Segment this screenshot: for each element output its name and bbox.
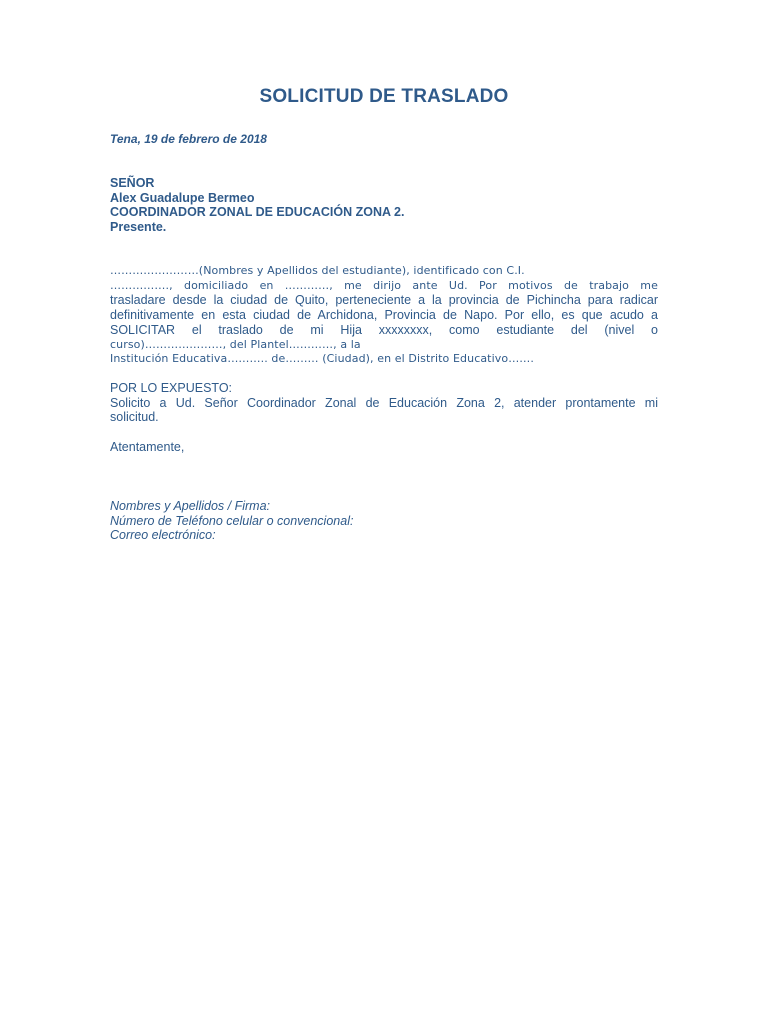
body-line-2: ……………., domiciliado en …………, me dirijo ante Ud. Por motivos de trabajo me bbox=[110, 278, 658, 292]
recipient-presente: Presente. bbox=[110, 219, 167, 234]
body-paragraph bbox=[110, 264, 658, 367]
body-line-6: curso)…………………, del Plantel…………, a la bbox=[110, 337, 361, 351]
signature-email: Correo electrónico: bbox=[110, 528, 216, 542]
body-line-7: Institución Educativa……….. de……… (Ciudad), en el Distrito Educativo……. bbox=[110, 352, 534, 366]
recipient-salutation: SEÑOR bbox=[110, 176, 155, 190]
date-line: Tena, 19 de febrero de 2018 bbox=[110, 132, 267, 146]
body-line-5: SOLICITAR el traslado de mi Hija xxxxxxxx, como estudiante del (nivel o bbox=[110, 322, 658, 337]
expuesto-heading: POR LO EXPUESTO: bbox=[110, 381, 233, 395]
expuesto-line-2: solicitud. bbox=[110, 410, 159, 425]
recipient-block bbox=[110, 176, 404, 234]
body-line-3: trasladare desde la ciudad de Quito, perteneciente a la provincia de Pichincha para radicar bbox=[110, 293, 658, 308]
expuesto-line-1: Solicito a Ud. Señor Coordinador Zonal de Educación Zona 2, atender prontamente mi bbox=[110, 395, 658, 410]
recipient-position: COORDINADOR ZONAL DE EDUCACIÓN ZONA 2. bbox=[110, 205, 405, 219]
signature-phone: Número de Teléfono celular o convencional: bbox=[110, 513, 354, 528]
body-line-4: definitivamente en esta ciudad de Archidona, Provincia de Napo. Por ello, es que acudo a bbox=[110, 308, 658, 323]
recipient-name: Alex Guadalupe Bermeo bbox=[110, 190, 255, 205]
closing-text: Atentamente, bbox=[110, 440, 185, 454]
expuesto-section bbox=[110, 381, 658, 425]
signature-names: Nombres y Apellidos / Firma: bbox=[110, 499, 270, 513]
body-line-1: ……………………(Nombres y Apellidos del estudiante), identificado con C.I. bbox=[110, 264, 525, 277]
document-title: SOLICITUD DE TRASLADO bbox=[259, 86, 509, 107]
signature-block bbox=[110, 499, 353, 543]
